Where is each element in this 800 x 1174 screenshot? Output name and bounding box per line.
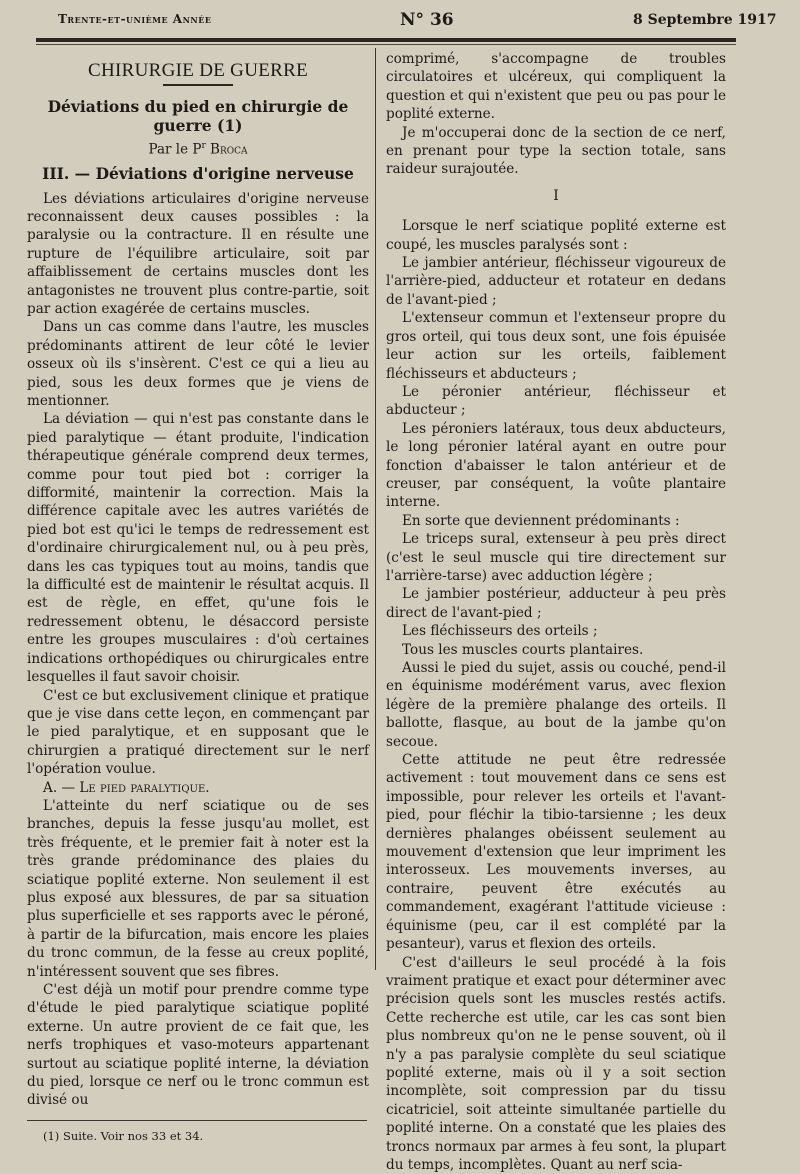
column-divider xyxy=(375,48,376,970)
right-column xyxy=(386,50,726,1174)
paragraph: En sorte que deviennent prédominants : xyxy=(386,512,726,530)
rubric-rule xyxy=(163,84,233,86)
paragraph: L'extenseur commun et l'extenseur propre du gros orteil, qui tous deux sont, une fois épuisée leur action sur les orteils, faiblement fléchisseurs et abducteurs ; xyxy=(386,309,726,383)
footnote-rule xyxy=(27,1120,367,1121)
paragraph: comprimé, s'accompagne de troubles circulatoires et ulcéreux, qui compliquent la question et qui n'existent que peu ou pas pour le poplité externe. xyxy=(386,50,726,124)
byline-author: Broca xyxy=(210,142,247,158)
rubric-title: CHIRURGIE DE GUERRE xyxy=(27,62,369,80)
paragraph: C'est d'ailleurs le seul procédé à la fois vraiment pratique et exact pour déterminer avec précision quels sont les muscles restés actifs. Cette recherche est utile, car les cas sont bien plus nombreux qu'on ne le pense souvent, où il n'y a pas paralysie complète du seul sciatique poplité externe, mais où il y a soit section incomplète, soit compression par du tissu cicatriciel, soit atteinte simultanée partielle du poplité interne. On a constaté que les plaies des troncs normaux par armes à feu sont, la plupart du temps, incomplètes. Quant au nerf scia- xyxy=(386,954,726,1174)
page-header xyxy=(38,10,800,34)
paragraph: L'atteinte du nerf sciatique ou de ses branches, depuis la fesse jusqu'au mollet, est très fréquente, et le premier fait à noter est la très grande prédominance des plaies du sciatique poplité externe. Non seulement il est plus exposé aux blessures, de par sa situation plus superficielle et ses rapports avec le péroné, à partir de la bifurcation, mais encore les plaies du tronc commun, de la fesse au creux poplité, n'intéressent souvent que ses fibres. xyxy=(27,797,369,981)
section-title: III. — Déviations d'origine nerveuse xyxy=(27,165,369,183)
footnote: (1) Suite. Voir nos 33 et 34. xyxy=(27,1127,369,1145)
paragraph: Cette attitude ne peut être redressée activement : tout mouvement dans ce sens est impossible, pour relever les orteils et l'avant-pied, pour fléchir la tibio-tarsienne ; les deux dernières phalanges obéissent seulement au mouvement d'extension que leur impriment les interosseux. Les mouvements inverses, au contraire, peuvent être exécutés au commandement, exagérant l'attitude vicieuse : équinisme (peu, car il est complété par la pesanteur), varus et flexion des orteils. xyxy=(386,751,726,953)
article-title: Déviations du pied en chirurgie de guerre (1) xyxy=(27,98,369,135)
paragraph: Aussi le pied du sujet, assis ou couché, pend-il en équinisme modérément varus, avec flexion légère de la première phalange des orteils. Il ballotte, flasque, au bout de la jambe qu'on secoue. xyxy=(386,659,726,751)
issue-date: 8 Septembre 1917 xyxy=(633,12,777,28)
header-rule-thin xyxy=(36,44,736,45)
paragraph: Les déviations articulaires d'origine nerveuse reconnaissent deux causes possibles : la paralysie ou la contracture. Il en résulte une rupture de l'équilibre articulaire, soit par affaiblissement de certains muscles dont les antagonistes ne trouvent plus contre-partie, soit par action exagérée de certains muscles. xyxy=(27,190,369,319)
paragraph: Je m'occuperai donc de la section de ce nerf, en prenant pour type la section totale, sans raideur surajoutée. xyxy=(386,124,726,179)
paragraph: Les péroniers latéraux, tous deux abducteurs, le long péronier latéral ayant en outre pour fonction d'abaisser le talon antérieur et de creuser, par conséquent, la voûte plantaire interne. xyxy=(386,420,726,512)
byline xyxy=(27,137,369,159)
issue-number: N° 36 xyxy=(400,10,454,30)
paragraph: C'est ce but exclusivement clinique et pratique que je vise dans cette leçon, en commençant par le pied paralytique, et en supposant que le chirurgien a pratiqué directement sur le nerf l'opération voulue. xyxy=(27,687,369,779)
subheading: A. — Le pied paralytique. xyxy=(27,779,369,797)
paragraph: Le triceps sural, extenseur à peu près direct (c'est le seul muscle qui tire directement sur l'arrière-tarse) avec adduction légère ; xyxy=(386,530,726,585)
paragraph: Dans un cas comme dans l'autre, les muscles prédominants attirent de leur côté le levier osseux où ils s'insèrent. C'est ce qui a lieu au pied, sous les deux formes que je viens de mentionner. xyxy=(27,318,369,410)
byline-prefix: Par le P xyxy=(148,142,201,158)
paragraph: Tous les muscles courts plantaires. xyxy=(386,641,726,659)
paragraph: Les fléchisseurs des orteils ; xyxy=(386,622,726,640)
section-number: I xyxy=(386,187,726,205)
volume-label: Trente-et-unième Année xyxy=(58,12,211,26)
paragraph: Le péronier antérieur, fléchisseur et abducteur ; xyxy=(386,383,726,420)
byline-sup: r xyxy=(201,141,205,151)
paragraph: Le jambier postérieur, adducteur à peu près direct de l'avant-pied ; xyxy=(386,585,726,622)
paragraph: Lorsque le nerf sciatique poplité externe est coupé, les muscles paralysés sont : xyxy=(386,217,726,254)
header-rule-thick xyxy=(36,38,736,42)
paragraph: La déviation — qui n'est pas constante dans le pied paralytique — étant produite, l'indication thérapeutique générale comprend deux termes, comme pour tout pied bot : corriger la difformité, maintenir la correction. Mais la différence capitale avec les autres variétés de pied bot est qu'ici le temps de redressement est d'ordinaire chirurgicalement nul, ou à peu près, dans les cas typiques tout au moins, tandis que la difficulté est de maintenir le résultat acquis. Il est de règle, en effet, qu'une fois le redressement obtenu, le désaccord persiste entre les groupes musculaires : d'où certaines indications orthopédiques ou chirurgicales entre lesquelles il faut savoir choisir. xyxy=(27,410,369,686)
left-column xyxy=(27,50,369,1145)
paragraph: Le jambier antérieur, fléchisseur vigoureux de l'arrière-pied, adducteur et rotateur en dedans de l'avant-pied ; xyxy=(386,254,726,309)
paragraph: C'est déjà un motif pour prendre comme type d'étude le pied paralytique sciatique poplité externe. Un autre provient de ce fait que, les nerfs trophiques et vaso-moteurs appartenant surtout au sciatique poplité interne, la déviation du pied, lorsque ce nerf ou le tronc commun est divisé ou xyxy=(27,981,369,1110)
